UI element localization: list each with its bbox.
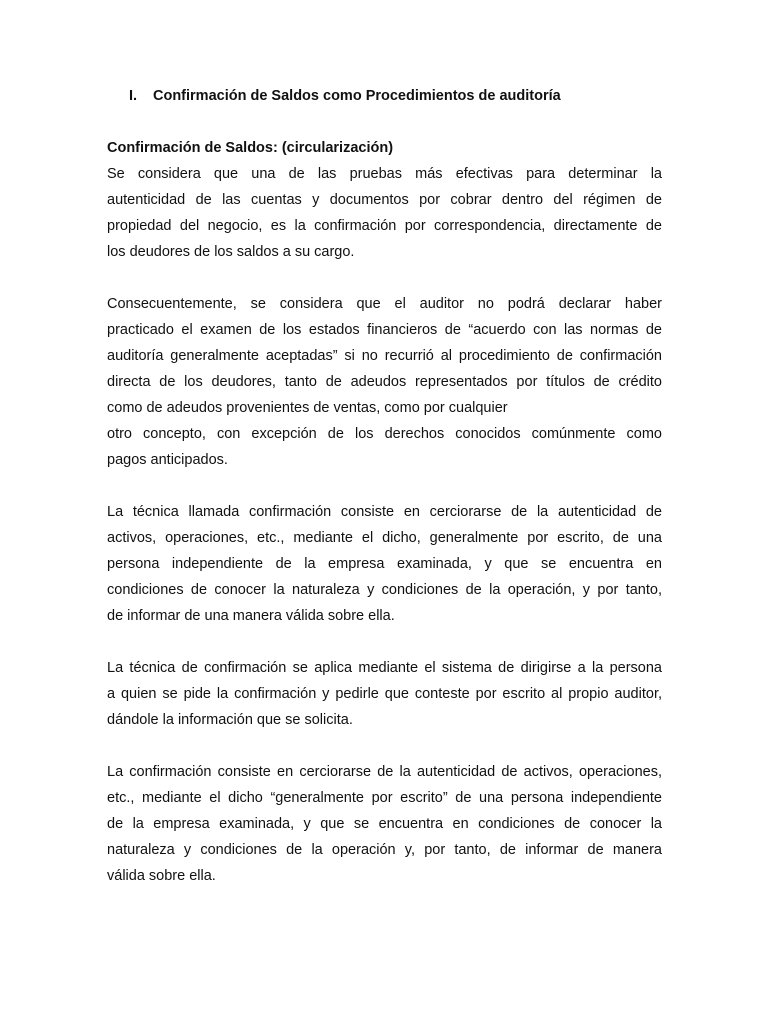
- paragraph-line: persona independiente de la empresa examinada, y que se encuentra en: [107, 556, 662, 572]
- paragraph-5: [107, 759, 662, 889]
- paragraph-line: Se considera que una de las pruebas más efectivas para determinar la: [107, 166, 662, 182]
- paragraph-line: de la empresa examinada, y que se encuentra en condiciones de conocer la: [107, 816, 662, 832]
- paragraph-line: condiciones de conocer la naturaleza y condiciones de la operación, y por tanto,: [107, 582, 662, 598]
- section-heading: [129, 86, 662, 106]
- paragraph-line: pagos anticipados.: [107, 452, 228, 468]
- paragraph-4: [107, 655, 662, 733]
- paragraph-line: Consecuentemente, se considera que el auditor no podrá declarar haber: [107, 296, 662, 312]
- paragraph-line: La confirmación consiste en cerciorarse de la autenticidad de activos, operaciones,: [107, 764, 662, 780]
- paragraph-line: propiedad del negocio, es la confirmación por correspondencia, directamente de: [107, 218, 662, 234]
- paragraph-line: directa de los deudores, tanto de adeudos representados por títulos de crédito: [107, 374, 662, 390]
- paragraph-line: practicado el examen de los estados financieros de “acuerdo con las normas de: [107, 322, 662, 338]
- paragraph-line: naturaleza y condiciones de la operación y, por tanto, de informar de manera: [107, 842, 662, 858]
- heading-number: I.: [129, 88, 138, 104]
- paragraph-line: válida sobre ella.: [107, 868, 216, 884]
- paragraph-line: a quien se pide la confirmación y pedirle que conteste por escrito al propio auditor,: [107, 686, 662, 702]
- paragraph-line: La técnica de confirmación se aplica mediante el sistema de dirigirse a la persona: [107, 660, 662, 676]
- paragraph-line: los deudores de los saldos a su cargo.: [107, 244, 355, 260]
- subsection-title: Confirmación de Saldos: (circularización): [107, 140, 394, 156]
- heading-title: Confirmación de Saldos como Procedimientos de auditoría: [153, 88, 561, 104]
- paragraph-line: activos, operaciones, etc., mediante el dicho, generalmente por escrito, de una: [107, 530, 662, 546]
- paragraph-line: etc., mediante el dicho “generalmente por escrito” de una persona independiente: [107, 790, 662, 806]
- paragraph-line: dándole la información que se solicita.: [107, 712, 353, 728]
- paragraph-line: de informar de una manera válida sobre ella.: [107, 608, 395, 624]
- paragraph-line: autenticidad de las cuentas y documentos por cobrar dentro del régimen de: [107, 192, 662, 208]
- paragraph-1: [107, 161, 662, 265]
- paragraph-line: otro concepto, con excepción de los derechos conocidos comúnmente como: [107, 426, 662, 442]
- paragraph-line: auditoría generalmente aceptadas” si no recurrió al procedimiento de confirmación: [107, 348, 662, 364]
- paragraph-line: La técnica llamada confirmación consiste en cerciorarse de la autenticidad de: [107, 504, 662, 520]
- paragraph-2: [107, 291, 662, 473]
- paragraph-line: como de adeudos provenientes de ventas, como por cualquier: [107, 400, 508, 416]
- paragraph-3: [107, 499, 662, 629]
